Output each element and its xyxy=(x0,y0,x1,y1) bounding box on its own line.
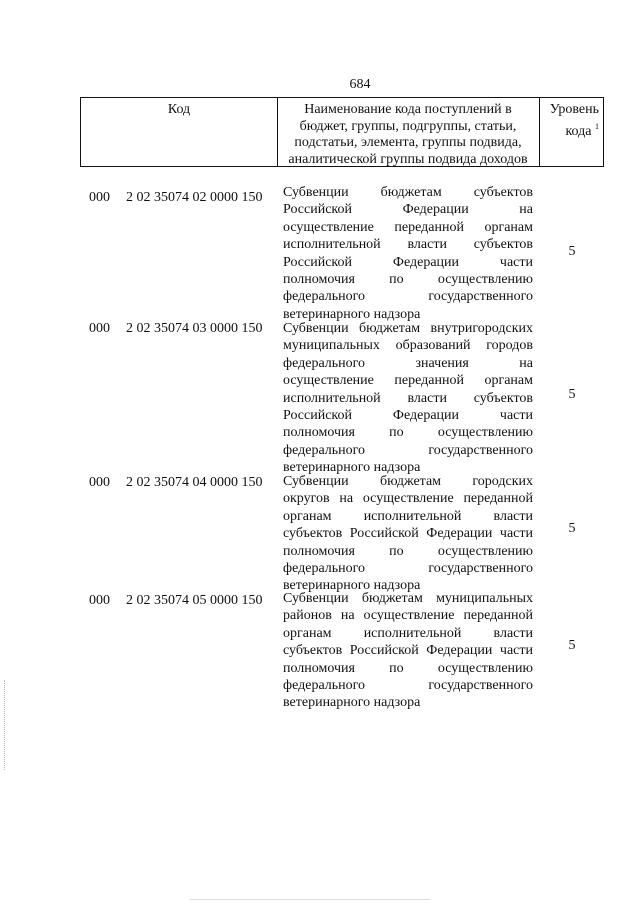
page-number: 684 xyxy=(349,77,371,92)
description-line: ветеринарного надзора xyxy=(283,695,421,711)
header-level-word: кода xyxy=(565,123,592,139)
description-line: федерального государственного xyxy=(283,678,533,694)
header-name-line: Наименование кода поступлений в xyxy=(304,102,512,117)
footnote-marker: 1 xyxy=(595,121,599,131)
table-header xyxy=(80,97,604,167)
header-name-line: аналитической группы подвида доходов xyxy=(288,151,528,167)
header-level-line1: Уровень xyxy=(549,102,599,117)
description-line: муниципальных образований городов xyxy=(283,338,533,354)
admin-code: 000 xyxy=(89,593,110,608)
description-line: Российской Федерации на xyxy=(283,202,533,218)
level-value: 5 xyxy=(568,521,576,536)
row-description xyxy=(283,320,533,477)
description-line: полномочия по осуществлению xyxy=(283,272,533,288)
header-name-line: подстатьи, элемента, группы подвида, xyxy=(294,135,522,151)
description-line: субъектов Российской Федерации части xyxy=(283,526,533,542)
description-line: Российской Федерации части xyxy=(283,408,533,424)
level-value: 5 xyxy=(568,638,576,653)
budget-code: 2 02 35074 05 0000 150 xyxy=(126,593,263,608)
description-line: федерального государственного xyxy=(283,442,533,458)
description-line: полномочия по осуществлению xyxy=(283,425,533,441)
description-line: Субвенции бюджетам городских xyxy=(283,474,533,489)
header-code: Код xyxy=(167,102,191,117)
description-line: исполнительной власти субъектов xyxy=(283,390,533,406)
description-line: Субвенции бюджетам муниципальных xyxy=(283,591,533,606)
admin-code: 000 xyxy=(89,190,110,205)
row-description xyxy=(283,590,533,712)
description-line: федерального государственного xyxy=(283,289,533,305)
level-value: 5 xyxy=(568,387,576,402)
header-name xyxy=(277,102,539,168)
admin-code: 000 xyxy=(89,475,110,490)
header-level xyxy=(539,102,605,140)
description-line: районов на осуществление переданной xyxy=(283,608,533,624)
row-description xyxy=(283,473,533,595)
description-line: Субвенции бюджетам субъектов xyxy=(283,185,533,200)
admin-code: 000 xyxy=(89,321,110,336)
description-line: осуществление переданной органам xyxy=(283,219,533,235)
description-line: ветеринарного надзора xyxy=(283,306,421,322)
budget-code: 2 02 35074 04 0000 150 xyxy=(126,475,263,490)
scan-artifact xyxy=(4,680,7,770)
header-level-line2 xyxy=(539,119,599,141)
description-line: субъектов Российской Федерации части xyxy=(283,643,533,659)
description-line: полномочия по осуществлению xyxy=(283,543,533,559)
description-line: округов на осуществление переданной xyxy=(283,491,533,507)
description-line: осуществление переданной органам xyxy=(283,373,533,389)
description-line: Российской Федерации части xyxy=(283,254,533,270)
description-line: органам исполнительной власти xyxy=(283,508,533,524)
description-line: ветеринарного надзора xyxy=(283,578,421,594)
row-description xyxy=(283,184,533,323)
scan-edge xyxy=(190,899,430,900)
description-line: федерального значения на xyxy=(283,355,533,371)
budget-code: 2 02 35074 02 0000 150 xyxy=(126,190,263,205)
description-line: органам исполнительной власти xyxy=(283,625,533,641)
description-line: ветеринарного надзора xyxy=(283,460,421,476)
description-line: федерального государственного xyxy=(283,561,533,577)
description-line: полномочия по осуществлению xyxy=(283,660,533,676)
budget-code: 2 02 35074 03 0000 150 xyxy=(126,321,263,336)
description-line: Субвенции бюджетам внутригородских xyxy=(283,321,533,336)
header-name-line: бюджет, группы, подгруппы, статьи, xyxy=(299,118,517,134)
level-value: 5 xyxy=(568,244,576,259)
description-line: исполнительной власти субъектов xyxy=(283,237,533,253)
